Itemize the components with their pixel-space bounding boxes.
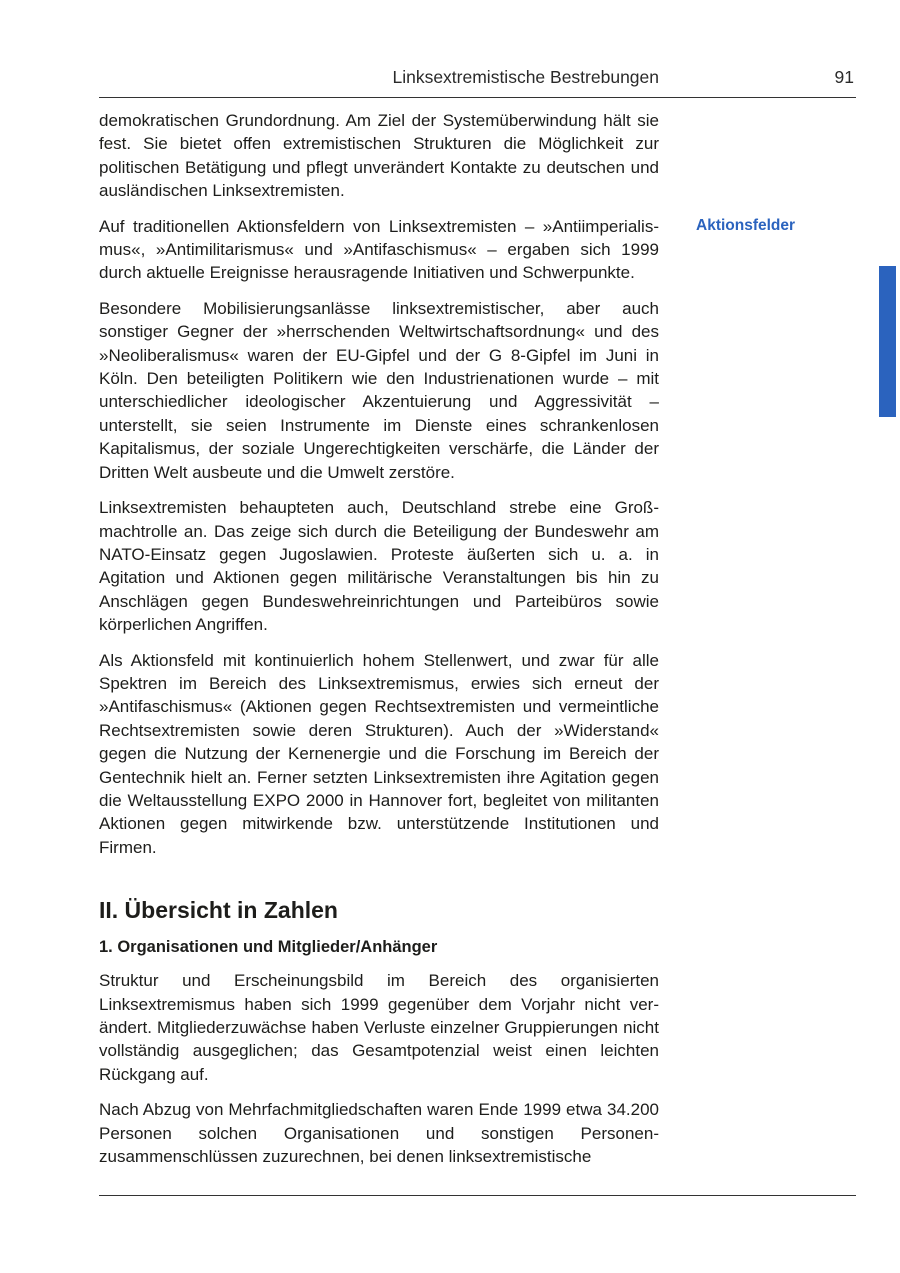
paragraph-3: Besondere Mobilisierungsanlässe linksextremistischer, aber auch sonstiger Gegner der »herrschenden Weltwirtschaftsordnung« und des »Neoliberalismus« waren der EU-Gipfel und der G 8-Gipfel im Juni in Köln. Den beteiligten Politikern wie den Industrienationen wurde – mit unterschiedlicher ideologischer Akzentuierung und Aggressivität – unterstellt, sie seien Instrumente im Dienste eines schrankenlosen Kapitalismus, der soziale Ungerechtigkeiten verschärfe, die Länder der Dritten Welt ausbeute und die Umwelt zerstöre.: [99, 298, 659, 482]
running-title: Linksextremistische Bestrebungen: [392, 67, 659, 87]
section-heading: II. Übersicht in Zahlen: [99, 897, 338, 924]
footer-rule: [99, 1195, 856, 1196]
paragraph-5: Als Aktionsfeld mit kontinuierlich hohem Stellenwert, und zwar für alle Spektren im Bereich des Linksextremismus, erwies sich erneut der »Antifaschismus« (Aktionen gegen Rechtsextremisten und vermeintliche Rechtsextremisten sowie deren Strukturen). Auch der »Widerstand« gegen die Nutzung der Kernenergie und die Forschung im Bereich der Gentechnik hielt an. Ferner setzten Linksextremisten ihre Agitation gegen die Weltausstellung EXPO 2000 in Hannover fort, begleitet von militanten Aktionen gegen mitwirkende bzw. unterstützende Institutionen und Firmen.: [99, 650, 659, 857]
margin-note-aktionsfelder: Aktionsfelder: [696, 217, 796, 234]
paragraph-7: Nach Abzug von Mehrfachmitgliedschaften waren Ende 1999 etwa 34.200 Personen solchen Organisationen und sonstigen Personenzusammenschlüssen zuzurechnen, bei denen linksextremistische: [99, 1100, 659, 1167]
paragraph-4: Linksextremisten behaupteten auch, Deutschland strebe eine Großmachtrolle an. Das zeige sich durch die Beteiligung der Bundeswehr am NATO-Einsatz gegen Jugoslawien. Proteste äußerten sich u. a. in Agitation und Aktionen gegen militärische Veranstaltungen bis hin zu Anschlägen gegen Bundeswehreinrichtungen und Parteibüros sowie körperlichen Angriffen.: [99, 498, 659, 635]
paragraph-1: demokratischen Grundordnung. Am Ziel der Systemüberwindung hält sie fest. Sie bietet offen extremistischen Strukturen die Möglichkeit zur politischen Betätigung und pflegt unverändert Kontakte zu deutschen und ausländischen Linksextremisten.: [99, 111, 659, 201]
sub-heading: 1. Organisationen und Mitglieder/Anhänger: [99, 938, 438, 957]
running-header: [99, 66, 856, 98]
paragraph-2: Auf traditionellen Aktionsfeldern von Linksextremisten – »Antiimperialismus«, »Antimilitarismus« und »Antifaschismus« – ergaben sich 1999 durch aktuelle Ereignisse herausragende Initiativen und Schwerpunkte.: [99, 216, 659, 283]
main-text: [99, 109, 659, 1180]
paragraph-6: Struktur und Erscheinungsbild im Bereich des organisierten Linksextremismus haben sich 1999 gegenüber dem Vorjahr nicht verändert. Mitgliederzuwächse haben Verluste einzelner Gruppierungen nicht vollständig ausgeglichen; das Gesamtpotenzial weist einen leichten Rückgang auf.: [99, 971, 659, 1084]
chapter-tab-marker: [879, 266, 896, 417]
page-number: 91: [834, 67, 854, 87]
